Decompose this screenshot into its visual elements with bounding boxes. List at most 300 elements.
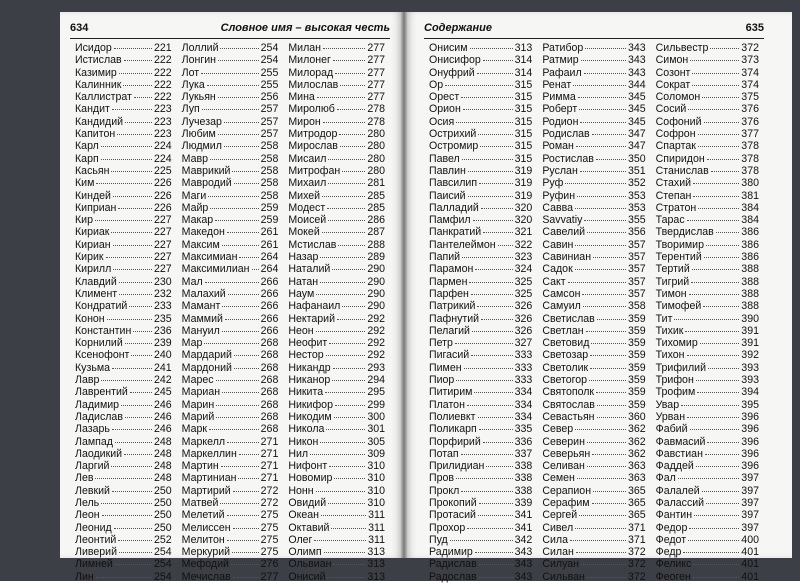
dot-leader bbox=[703, 306, 739, 307]
entry-page: 372 bbox=[627, 546, 646, 559]
dot-leader bbox=[125, 417, 152, 418]
entry-page: 362 bbox=[627, 435, 646, 448]
entry-name: Моисей bbox=[288, 214, 327, 227]
index-entry bbox=[182, 214, 279, 226]
entry-name: Папий bbox=[429, 251, 461, 264]
entry-page: 393 bbox=[741, 361, 759, 374]
index-entry bbox=[75, 411, 172, 423]
dot-leader bbox=[597, 417, 626, 418]
dot-leader bbox=[477, 306, 512, 307]
index-entry bbox=[75, 140, 172, 152]
entry-name: Кирилл bbox=[75, 263, 112, 276]
entry-page: 319 bbox=[514, 189, 533, 202]
entry-page: 315 bbox=[514, 78, 533, 91]
dot-leader bbox=[477, 73, 513, 74]
index-entry bbox=[656, 448, 759, 460]
index-entry bbox=[542, 546, 645, 558]
entry-page: 313 bbox=[367, 558, 386, 571]
entry-page: 356 bbox=[627, 226, 646, 239]
index-entry bbox=[542, 399, 645, 411]
entry-page: 344 bbox=[627, 78, 646, 91]
index-entry bbox=[542, 202, 645, 214]
entry-name: Лука bbox=[181, 78, 205, 91]
index-entry bbox=[656, 67, 759, 79]
entry-page: 309 bbox=[367, 447, 386, 460]
dot-leader bbox=[694, 515, 739, 516]
entry-page: 396 bbox=[741, 435, 759, 448]
entry-name: Лаврентий bbox=[75, 386, 128, 399]
entry-page: 341 bbox=[514, 521, 533, 534]
entry-name: Никодим bbox=[288, 410, 332, 423]
entry-page: 271 bbox=[260, 472, 279, 485]
entry-name: Роман bbox=[542, 140, 574, 153]
entry-name: Софоний bbox=[655, 115, 702, 128]
entry-page: 250 bbox=[153, 496, 172, 509]
dot-leader bbox=[498, 245, 513, 246]
dot-leader bbox=[102, 515, 152, 516]
entry-page: 259 bbox=[260, 201, 279, 214]
index-entry bbox=[75, 436, 172, 448]
index-entry bbox=[75, 546, 172, 558]
entry-page: 365 bbox=[627, 496, 646, 509]
entry-page: 320 bbox=[514, 214, 533, 227]
entry-page: 268 bbox=[260, 386, 279, 399]
index-entry bbox=[75, 534, 172, 546]
entry-name: Меркурий bbox=[181, 546, 231, 559]
index-entry bbox=[656, 313, 759, 325]
index-entry bbox=[429, 362, 532, 374]
entry-page: 221 bbox=[153, 42, 172, 54]
dot-leader bbox=[333, 564, 365, 565]
entry-name: Кир bbox=[75, 214, 93, 227]
entry-name: Никон bbox=[288, 435, 319, 448]
entry-page: 235 bbox=[153, 312, 172, 325]
dot-leader bbox=[578, 97, 626, 98]
index-entry bbox=[542, 214, 645, 226]
index-entry bbox=[542, 325, 645, 337]
dot-leader bbox=[332, 380, 365, 381]
entry-name: Сосий bbox=[655, 103, 687, 116]
dot-leader bbox=[210, 208, 258, 209]
entry-name: Сила bbox=[542, 533, 568, 546]
entry-name: Соломон bbox=[655, 91, 701, 104]
entry-name: Олег bbox=[288, 533, 313, 546]
dot-leader bbox=[464, 368, 513, 369]
dot-leader bbox=[450, 540, 513, 541]
entry-page: 311 bbox=[368, 521, 386, 534]
index-entry bbox=[656, 386, 759, 398]
index-entry bbox=[542, 472, 645, 484]
index-entry bbox=[656, 509, 759, 521]
dot-leader bbox=[461, 454, 513, 455]
dot-leader bbox=[462, 257, 513, 258]
index-entry bbox=[542, 349, 645, 361]
dot-leader bbox=[475, 269, 512, 270]
entry-name: Тигрий bbox=[655, 275, 690, 288]
index-entry bbox=[182, 103, 279, 115]
entry-name: Мирослав bbox=[288, 140, 338, 153]
entry-page: 255 bbox=[260, 66, 279, 79]
index-entry bbox=[75, 190, 172, 202]
entry-name: Мал bbox=[181, 275, 203, 288]
entry-name: Корнилий bbox=[75, 337, 123, 350]
dot-leader bbox=[130, 392, 152, 393]
entry-name: Прокл bbox=[429, 484, 460, 497]
dot-leader bbox=[227, 232, 259, 233]
dot-leader bbox=[597, 319, 626, 320]
index-entry bbox=[656, 374, 759, 386]
entry-name: Осия bbox=[429, 115, 455, 128]
entry-page: 363 bbox=[627, 460, 646, 473]
entry-page: 378 bbox=[741, 140, 759, 153]
entry-name: Фаддей bbox=[655, 460, 694, 473]
index-entry bbox=[182, 423, 279, 435]
entry-name: Левкий bbox=[75, 484, 110, 497]
entry-name: Назар bbox=[288, 251, 319, 264]
entry-page: 227 bbox=[153, 251, 172, 264]
dot-leader bbox=[702, 491, 740, 492]
index-entry bbox=[542, 103, 645, 115]
entry-page: 226 bbox=[153, 189, 172, 202]
dot-leader bbox=[232, 552, 259, 553]
entry-page: 401 bbox=[741, 546, 759, 559]
dot-leader bbox=[215, 220, 258, 221]
entry-name: Михей bbox=[288, 189, 321, 202]
entry-page: 258 bbox=[260, 152, 279, 165]
dot-leader bbox=[119, 294, 152, 295]
entry-page: 384 bbox=[741, 201, 759, 214]
index-entry bbox=[182, 67, 279, 79]
entry-name: Нифонт bbox=[288, 460, 328, 473]
index-entry bbox=[542, 177, 645, 189]
index-entry bbox=[288, 140, 385, 152]
entry-name: Творимир bbox=[655, 238, 704, 251]
entry-page: 258 bbox=[260, 164, 279, 177]
dot-leader bbox=[119, 282, 152, 283]
entry-name: Протасий bbox=[429, 509, 476, 522]
dot-leader bbox=[125, 122, 152, 123]
entry-name: Лукьян bbox=[181, 91, 216, 104]
entry-name: Сократ bbox=[655, 78, 691, 91]
dot-leader bbox=[129, 306, 152, 307]
index-entry bbox=[75, 103, 172, 115]
dot-leader bbox=[693, 577, 739, 578]
entry-page: 242 bbox=[153, 374, 172, 387]
dot-leader bbox=[593, 257, 626, 258]
entry-page: 246 bbox=[153, 410, 172, 423]
entry-page: 255 bbox=[260, 78, 279, 91]
entry-page: 388 bbox=[741, 263, 759, 276]
entry-page: 266 bbox=[260, 312, 279, 325]
entry-name: Лимней bbox=[75, 558, 113, 571]
entry-name: Мина bbox=[288, 91, 315, 104]
entry-page: 271 bbox=[260, 460, 279, 473]
dot-leader bbox=[216, 417, 258, 418]
entry-name: Родион bbox=[542, 115, 579, 128]
entry-page: 324 bbox=[514, 263, 533, 276]
entry-name: Ксенофонт bbox=[75, 349, 130, 362]
entry-name: Остромир bbox=[429, 140, 479, 153]
index-entry bbox=[288, 325, 385, 337]
index-entry bbox=[182, 349, 279, 361]
entry-page: 393 bbox=[741, 374, 759, 387]
dot-leader bbox=[698, 146, 739, 147]
dot-leader bbox=[115, 442, 152, 443]
entry-page: 372 bbox=[627, 558, 646, 571]
entry-name: Рафаил bbox=[542, 66, 582, 79]
index-entry bbox=[656, 128, 759, 140]
index-entry bbox=[288, 337, 385, 349]
index-entry bbox=[288, 103, 385, 115]
entry-page: 334 bbox=[514, 410, 533, 423]
index-entry bbox=[656, 165, 759, 177]
dot-leader bbox=[331, 528, 366, 529]
entry-name: Спартак bbox=[655, 140, 696, 153]
entry-name: Митродор bbox=[288, 128, 338, 141]
index-entry bbox=[288, 263, 385, 275]
entry-name: Фабий bbox=[655, 423, 688, 436]
dot-leader bbox=[220, 48, 258, 49]
entry-page: 375 bbox=[741, 91, 759, 104]
entry-page: 293 bbox=[367, 361, 386, 374]
index-entry bbox=[542, 386, 645, 398]
dot-leader bbox=[326, 355, 366, 356]
entry-name: Леонтий bbox=[75, 533, 117, 546]
index-entry bbox=[429, 202, 532, 214]
entry-name: Орион bbox=[429, 103, 461, 116]
entry-name: Потап bbox=[429, 447, 459, 460]
entry-name: Панкратий bbox=[429, 226, 482, 239]
entry-page: 315 bbox=[514, 115, 533, 128]
index-entry bbox=[542, 116, 645, 128]
dot-leader bbox=[209, 429, 259, 430]
index-entry bbox=[288, 153, 385, 165]
entry-page: 264 bbox=[260, 263, 279, 276]
index-entry bbox=[182, 534, 279, 546]
index-entry bbox=[429, 103, 532, 115]
entry-name: Пелагий bbox=[429, 324, 470, 337]
entry-page: 326 bbox=[514, 312, 533, 325]
index-entry bbox=[288, 165, 385, 177]
dot-leader bbox=[323, 48, 365, 49]
entry-page: 280 bbox=[367, 152, 386, 165]
dot-leader bbox=[689, 528, 739, 529]
entry-page: 222 bbox=[153, 91, 172, 104]
entry-page: 391 bbox=[741, 337, 759, 350]
dot-leader bbox=[469, 282, 512, 283]
dot-leader bbox=[325, 392, 365, 393]
dot-leader bbox=[584, 220, 626, 221]
entry-name: Леон bbox=[75, 509, 100, 522]
index-entry bbox=[288, 497, 385, 509]
dot-leader bbox=[95, 220, 152, 221]
dot-leader bbox=[463, 109, 513, 110]
entry-page: 288 bbox=[367, 238, 386, 251]
entry-name: Любим bbox=[181, 128, 216, 141]
entry-page: 271 bbox=[260, 435, 279, 448]
entry-name: Океан bbox=[288, 509, 319, 522]
entry-name: Лоллий bbox=[181, 42, 219, 54]
entry-name: Фантин bbox=[655, 509, 693, 522]
index-entry bbox=[429, 140, 532, 152]
index-entry bbox=[542, 128, 645, 140]
dot-leader bbox=[575, 208, 626, 209]
index-entry bbox=[542, 485, 645, 497]
dot-leader bbox=[314, 540, 366, 541]
entry-name: Патрикий bbox=[429, 300, 476, 313]
entry-page: 400 bbox=[741, 533, 759, 546]
dot-leader bbox=[233, 528, 259, 529]
dot-leader bbox=[335, 405, 365, 406]
dot-leader bbox=[693, 183, 739, 184]
entry-name: Калинник bbox=[75, 78, 122, 91]
index-entry bbox=[656, 226, 759, 238]
entry-page: 280 bbox=[367, 128, 386, 141]
entry-page: 338 bbox=[514, 484, 533, 497]
index-entry bbox=[656, 42, 759, 54]
index-entry bbox=[429, 190, 532, 202]
entry-page: 258 bbox=[260, 177, 279, 190]
entry-name: Прилидиан bbox=[429, 460, 485, 473]
entry-name: Сакт bbox=[542, 275, 566, 288]
dot-leader bbox=[310, 454, 365, 455]
entry-name: Наум bbox=[288, 287, 315, 300]
index-entry bbox=[542, 558, 645, 570]
entry-page: 388 bbox=[741, 287, 759, 300]
entry-name: Маммий bbox=[181, 312, 223, 325]
dot-leader bbox=[473, 220, 513, 221]
entry-name: Маврикий bbox=[181, 164, 231, 177]
entry-name: Парамон bbox=[429, 263, 474, 276]
dot-leader bbox=[316, 491, 366, 492]
entry-name: Македон bbox=[181, 226, 225, 239]
entry-page: 397 bbox=[741, 496, 759, 509]
entry-page: 294 bbox=[367, 374, 386, 387]
index-entry bbox=[75, 263, 172, 275]
dot-leader bbox=[475, 552, 513, 553]
entry-page: 336 bbox=[514, 435, 533, 448]
index-entry bbox=[75, 79, 172, 91]
index-entry bbox=[75, 558, 172, 570]
entry-page: 386 bbox=[741, 238, 759, 251]
dot-leader bbox=[335, 73, 365, 74]
dot-leader bbox=[704, 257, 740, 258]
entry-page: 359 bbox=[627, 324, 646, 337]
dot-leader bbox=[590, 355, 626, 356]
dot-leader bbox=[208, 196, 258, 197]
index-entry bbox=[182, 448, 279, 460]
dot-leader bbox=[591, 343, 626, 344]
dot-leader bbox=[113, 269, 152, 270]
entry-name: Кандидий bbox=[75, 115, 124, 128]
entry-name: Римма bbox=[542, 91, 576, 104]
entry-name: Нафанаил bbox=[288, 300, 341, 313]
dot-leader bbox=[707, 159, 740, 160]
entry-name: Пафнутий bbox=[429, 312, 480, 325]
entry-name: Фал bbox=[655, 472, 676, 485]
entry-name: Федор bbox=[655, 521, 688, 534]
entry-name: Руф bbox=[542, 177, 564, 190]
entry-page: 277 bbox=[367, 66, 386, 79]
index-entry bbox=[182, 276, 279, 288]
index-entry bbox=[429, 558, 532, 570]
index-entry bbox=[75, 399, 172, 411]
index-entry bbox=[656, 116, 759, 128]
entry-page: 223 bbox=[153, 115, 172, 128]
entry-page: 227 bbox=[153, 238, 172, 251]
index-entry bbox=[429, 165, 532, 177]
entry-page: 268 bbox=[260, 374, 279, 387]
dot-leader bbox=[474, 392, 512, 393]
entry-page: 285 bbox=[367, 189, 386, 202]
entry-name: Милослав bbox=[288, 78, 339, 91]
entry-name: Кузьма bbox=[75, 361, 111, 374]
index-entry bbox=[429, 79, 532, 91]
entry-page: 259 bbox=[260, 214, 279, 227]
entry-page: 355 bbox=[627, 214, 646, 227]
index-entry bbox=[75, 386, 172, 398]
index-entry bbox=[75, 276, 172, 288]
entry-page: 277 bbox=[260, 570, 279, 583]
dot-leader bbox=[113, 245, 152, 246]
dot-leader bbox=[688, 540, 739, 541]
dot-leader bbox=[326, 429, 365, 430]
entry-page: 236 bbox=[153, 324, 172, 337]
dot-leader bbox=[320, 442, 365, 443]
entry-page: 226 bbox=[153, 177, 172, 190]
entry-page: 254 bbox=[153, 570, 172, 583]
entry-name: Митрофан bbox=[288, 164, 341, 177]
entry-page: 281 bbox=[367, 177, 386, 190]
index-entry bbox=[182, 239, 279, 251]
entry-name: Карп bbox=[75, 152, 99, 165]
index-entry bbox=[182, 91, 279, 103]
index-entry bbox=[288, 436, 385, 448]
entry-page: 372 bbox=[741, 42, 759, 54]
dot-leader bbox=[575, 429, 626, 430]
dot-leader bbox=[455, 343, 513, 344]
entry-page: 311 bbox=[368, 509, 386, 522]
dot-leader bbox=[320, 282, 365, 283]
entry-name: Садок bbox=[542, 263, 573, 276]
index-entry bbox=[542, 423, 645, 435]
index-entry bbox=[182, 522, 279, 534]
index-entry bbox=[182, 202, 279, 214]
index-entry bbox=[429, 386, 532, 398]
entry-page: 378 bbox=[741, 152, 759, 165]
index-entry bbox=[182, 300, 279, 312]
dot-leader bbox=[481, 208, 513, 209]
entry-name: Savvatiy bbox=[542, 214, 583, 227]
dot-leader bbox=[227, 442, 259, 443]
entry-page: 280 bbox=[367, 164, 386, 177]
index-entry bbox=[542, 337, 645, 349]
dot-leader bbox=[480, 146, 512, 147]
entry-page: 254 bbox=[260, 54, 279, 67]
entry-page: 223 bbox=[153, 128, 172, 141]
entry-page: 386 bbox=[741, 226, 759, 239]
index-entry bbox=[182, 497, 279, 509]
dot-leader bbox=[456, 380, 512, 381]
dot-leader bbox=[101, 159, 152, 160]
entry-page: 338 bbox=[514, 472, 533, 485]
dot-leader bbox=[125, 343, 152, 344]
dot-leader bbox=[207, 85, 259, 86]
entry-page: 295 bbox=[367, 386, 386, 399]
entry-page: 347 bbox=[627, 128, 646, 141]
entry-page: 325 bbox=[514, 287, 533, 300]
entry-name: Тарас bbox=[655, 214, 685, 227]
